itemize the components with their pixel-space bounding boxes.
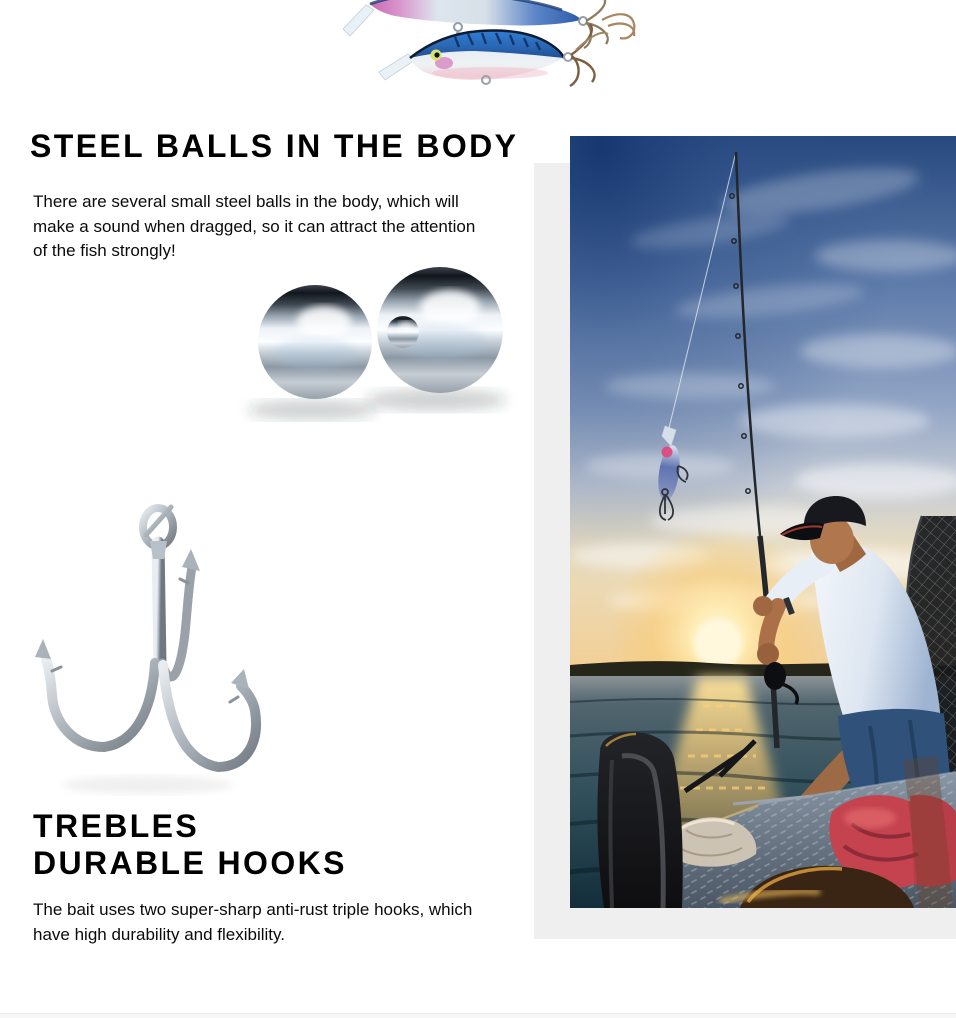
- fisherman-sunset-image: [570, 136, 956, 908]
- hook-shank-flat: [150, 541, 167, 559]
- next-section-edge: [0, 1013, 956, 1018]
- section-heading-steel-balls: STEEL BALLS IN THE BODY: [30, 128, 519, 164]
- near-leg-shadow: [920, 758, 936, 908]
- section-body-trebles: The bait uses two super-sharp anti-rust triple hooks, which have high durability and flexibility.: [33, 900, 473, 944]
- section-body-steel-balls: There are several small steel balls in the body, which will make a sound when dragged, so it can attract the attention of the fish strongly!: [33, 192, 476, 260]
- treble-hook-image: [22, 483, 277, 808]
- hook-barbs: [35, 549, 249, 689]
- ball-shadow: [248, 400, 376, 420]
- lure-bottom: [379, 24, 608, 86]
- heading-line-1: TREBLES: [33, 808, 200, 844]
- upper-hand: [753, 596, 773, 616]
- steel-ball-left: [258, 285, 372, 399]
- steel-balls-image: [222, 246, 527, 441]
- minnow-lures-image: [340, 0, 650, 100]
- boat-seat: [597, 732, 682, 908]
- steel-ball-small: [387, 316, 419, 348]
- section-heading-trebles: [33, 808, 347, 882]
- hook-barb-spurs: [52, 579, 238, 702]
- hook-shadow: [62, 776, 232, 794]
- lower-hand: [757, 643, 779, 665]
- heading-line-2: DURABLE HOOKS: [33, 845, 347, 881]
- sun: [694, 620, 742, 668]
